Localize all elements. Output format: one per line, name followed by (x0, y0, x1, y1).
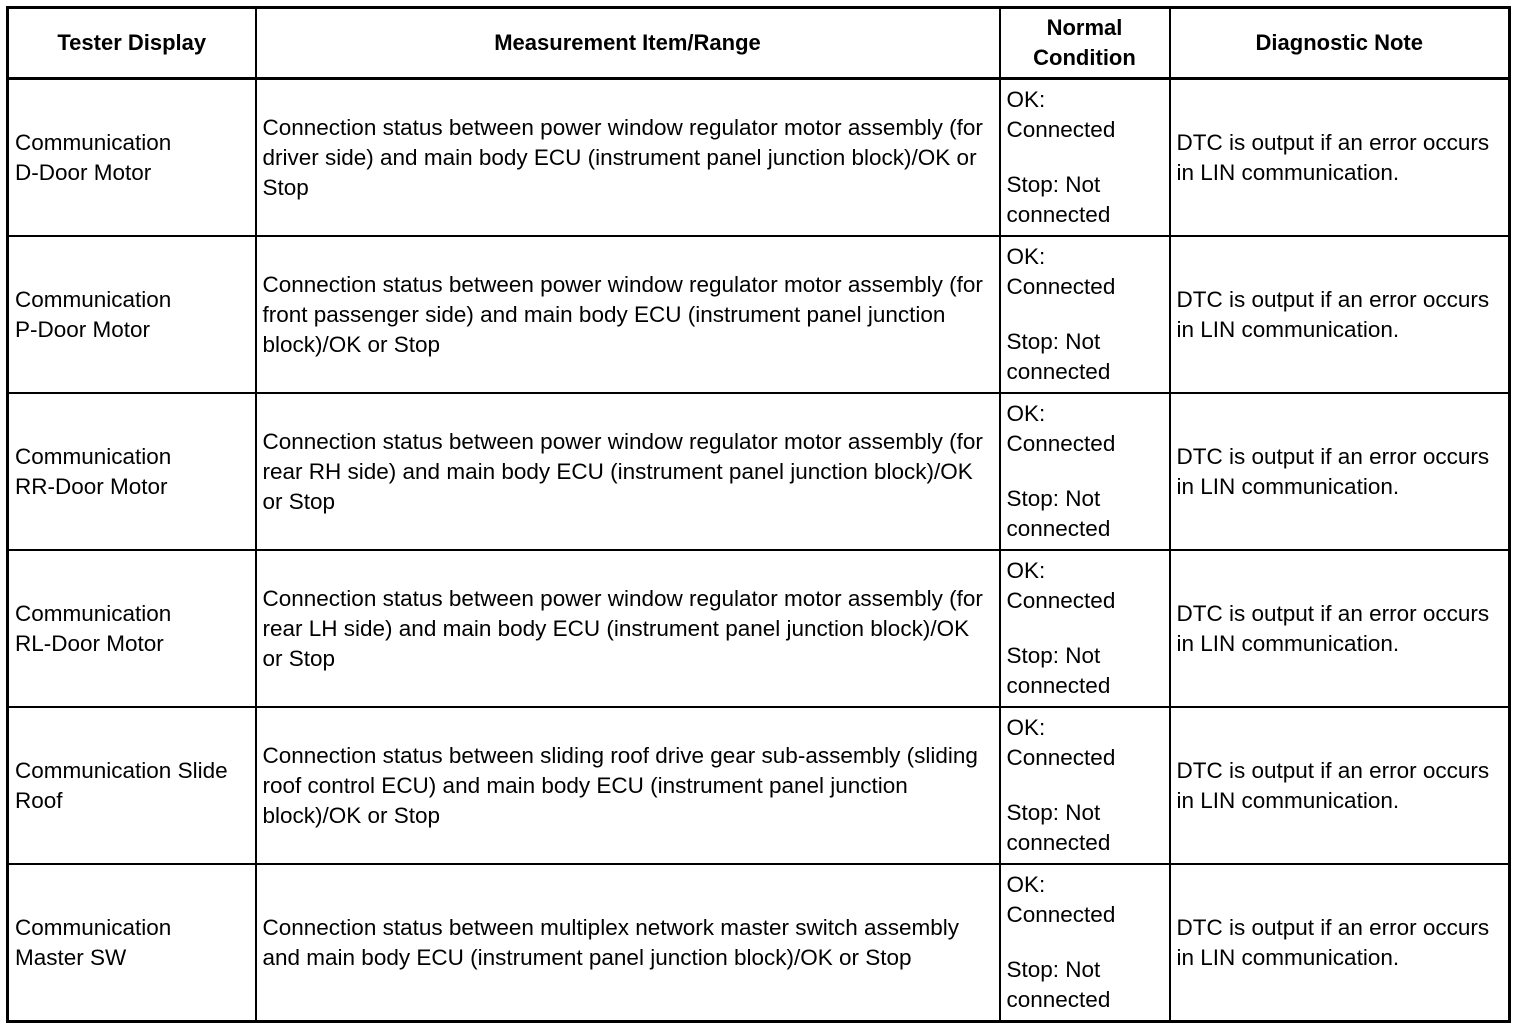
ok-value: Connected (1006, 431, 1116, 456)
normal-condition-cell (1000, 707, 1170, 864)
stop-label: Stop: Not (1006, 800, 1101, 825)
diagnostic-note-cell: DTC is output if an error occurs in LIN communication. (1170, 393, 1510, 550)
stop-label: Stop: Not (1006, 486, 1101, 511)
header-tester-display: Tester Display (8, 8, 256, 79)
table-row (8, 707, 1510, 864)
tester-display-line1: Communication Slide (15, 757, 228, 783)
tester-display-cell (8, 236, 256, 393)
tester-display-line1: Communication (15, 600, 172, 626)
ok-value: Connected (1006, 117, 1116, 142)
stop-label: Stop: Not (1006, 172, 1101, 197)
tester-display-line1: Communication (15, 914, 172, 940)
tester-display-line2: P-Door Motor (15, 316, 151, 342)
stop-value: connected (1006, 830, 1111, 855)
diagnostic-note-cell: DTC is output if an error occurs in LIN communication. (1170, 864, 1510, 1022)
tester-display-cell (8, 864, 256, 1022)
header-normal-condition-line2: Condition (1033, 45, 1136, 70)
stop-value: connected (1006, 516, 1111, 541)
header-normal-condition-line1: Normal (1046, 15, 1123, 40)
diagnostic-note-cell: DTC is output if an error occurs in LIN communication. (1170, 236, 1510, 393)
header-diagnostic-note: Diagnostic Note (1170, 8, 1510, 79)
table-row (8, 79, 1510, 237)
stop-value: connected (1006, 673, 1111, 698)
ok-label: OK: (1006, 872, 1046, 897)
tester-display-line2: Master SW (15, 944, 127, 970)
normal-condition-cell (1000, 550, 1170, 707)
diagnostic-note-cell: DTC is output if an error occurs in LIN communication. (1170, 707, 1510, 864)
ok-label: OK: (1006, 715, 1046, 740)
stop-label: Stop: Not (1006, 957, 1101, 982)
ok-label: OK: (1006, 401, 1046, 426)
stop-value: connected (1006, 359, 1111, 384)
tester-display-line2: Roof (15, 787, 63, 813)
measurement-cell: Connection status between power window regulator motor assembly (for driver side) and main body ECU (instrument panel junction block)/OK or Stop (256, 79, 1000, 237)
header-normal-condition (1000, 8, 1170, 79)
stop-value: connected (1006, 987, 1111, 1012)
table-row (8, 864, 1510, 1022)
tester-display-line2: RR-Door Motor (15, 473, 168, 499)
tester-display-line2: D-Door Motor (15, 159, 152, 185)
ok-value: Connected (1006, 274, 1116, 299)
ok-value: Connected (1006, 745, 1116, 770)
tester-display-line1: Communication (15, 286, 172, 312)
stop-label: Stop: Not (1006, 643, 1101, 668)
stop-value: connected (1006, 202, 1111, 227)
table-row (8, 393, 1510, 550)
ok-label: OK: (1006, 244, 1046, 269)
tester-display-cell (8, 550, 256, 707)
ok-value: Connected (1006, 588, 1116, 613)
table-row (8, 236, 1510, 393)
stop-label: Stop: Not (1006, 329, 1101, 354)
measurement-cell: Connection status between power window regulator motor assembly (for rear RH side) and main body ECU (instrument panel junction block)/OK or Stop (256, 393, 1000, 550)
tester-display-cell (8, 707, 256, 864)
ok-label: OK: (1006, 558, 1046, 583)
normal-condition-cell (1000, 236, 1170, 393)
tester-display-cell (8, 393, 256, 550)
measurement-cell: Connection status between sliding roof drive gear sub-assembly (sliding roof control ECU) and main body ECU (instrument panel junction block)/OK or Stop (256, 707, 1000, 864)
normal-condition-cell (1000, 79, 1170, 237)
diagnostic-note-cell: DTC is output if an error occurs in LIN communication. (1170, 79, 1510, 237)
header-measurement-item: Measurement Item/Range (256, 8, 1000, 79)
diagnostic-note-cell: DTC is output if an error occurs in LIN communication. (1170, 550, 1510, 707)
tester-display-line1: Communication (15, 129, 172, 155)
normal-condition-cell (1000, 393, 1170, 550)
table-row (8, 550, 1510, 707)
table-header-row (8, 8, 1510, 79)
data-list-table (6, 6, 1511, 1023)
tester-display-line1: Communication (15, 443, 172, 469)
ok-label: OK: (1006, 87, 1046, 112)
tester-display-cell (8, 79, 256, 237)
measurement-cell: Connection status between power window regulator motor assembly (for rear LH side) and main body ECU (instrument panel junction block)/OK or Stop (256, 550, 1000, 707)
normal-condition-cell (1000, 864, 1170, 1022)
ok-value: Connected (1006, 902, 1116, 927)
tester-display-line2: RL-Door Motor (15, 630, 164, 656)
measurement-cell: Connection status between multiplex network master switch assembly and main body ECU (instrument panel junction block)/OK or Stop (256, 864, 1000, 1022)
measurement-cell: Connection status between power window regulator motor assembly (for front passenger side) and main body ECU (instrument panel junction block)/OK or Stop (256, 236, 1000, 393)
